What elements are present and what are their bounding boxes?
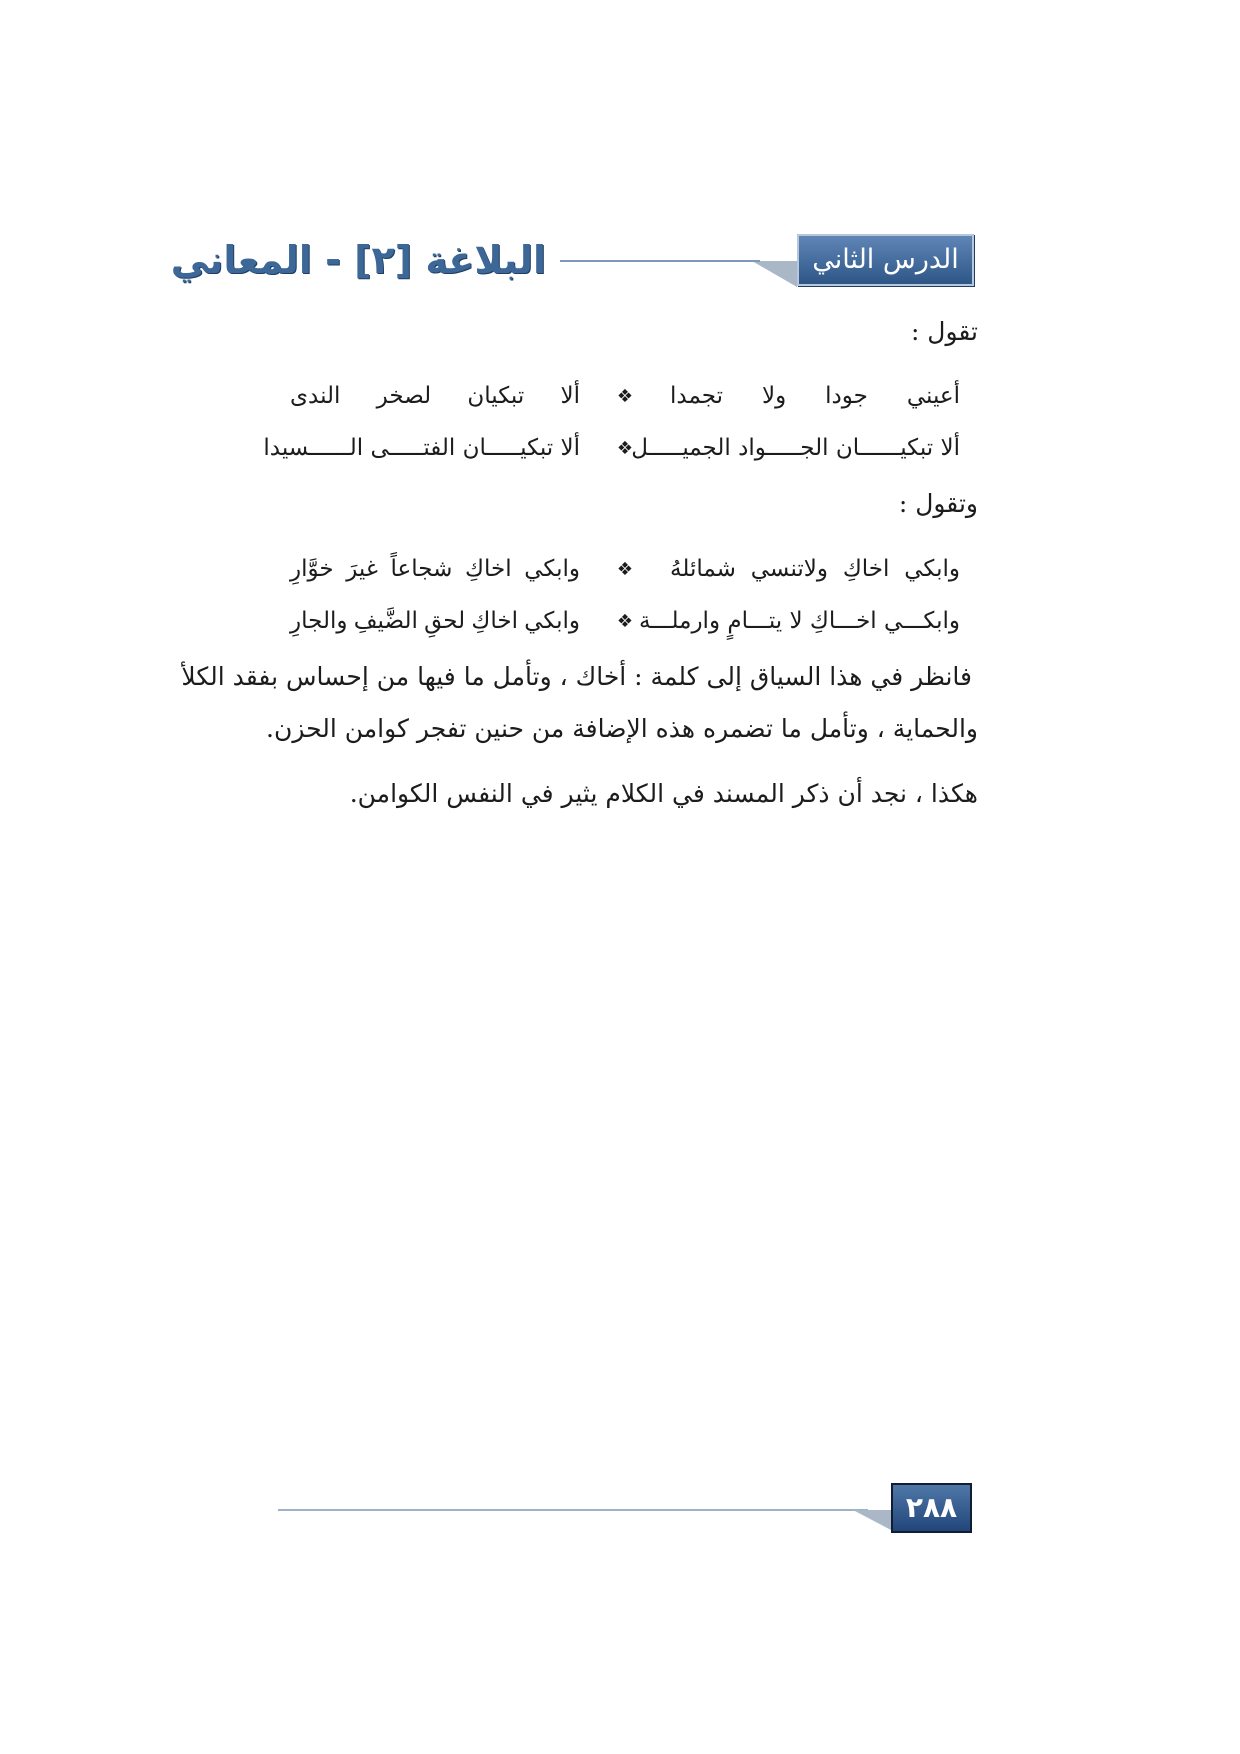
verse-word: اخاكِ bbox=[842, 556, 890, 582]
header-rule bbox=[560, 260, 760, 262]
verse-separator-icon: ❖ bbox=[616, 558, 634, 580]
verse-word: غيرَ bbox=[346, 556, 378, 582]
verse-word: الضَّيفِ bbox=[353, 608, 418, 634]
intro-line-1: تقول : bbox=[910, 317, 978, 346]
verse-separator-icon: ❖ bbox=[616, 610, 634, 632]
paragraph-line: فانظر في هذا السياق إلى كلمة : أخاك ، وتأمل ما فيها من إحساس بفقد الكلأ bbox=[181, 662, 972, 691]
verse-second-hemistich bbox=[290, 556, 580, 582]
lesson-label: الدرس الثاني عشر bbox=[812, 244, 959, 323]
verse-first-hemistich bbox=[670, 383, 960, 409]
verse-word: وابكي bbox=[524, 556, 580, 582]
chapter-title: البلاغة [٢] - المعاني bbox=[170, 238, 546, 282]
verse-word: جودا bbox=[825, 383, 868, 409]
verse-word: والجارِ bbox=[290, 608, 348, 634]
verse-word: ولا bbox=[761, 383, 787, 409]
verse-word: شمائلهُ bbox=[670, 556, 736, 582]
verse-word: اخاكِ bbox=[465, 556, 512, 582]
paragraph-line: هكذا ، نجد أن ذكر المسند في الكلام يثير في النفس الكوامن. bbox=[349, 779, 978, 808]
verse-word: ألا bbox=[560, 383, 580, 409]
verse-word: ولاتنسي bbox=[750, 556, 829, 582]
verse-text: وابكـــي اخـــاكِ لا يتـــامٍ وارملـــة bbox=[638, 608, 960, 634]
verse-word: لصخر bbox=[376, 383, 432, 409]
verse-text: ألا تبكيــــــان الجـــــواد الجميـــــل bbox=[631, 435, 960, 461]
verse-second-hemistich bbox=[263, 435, 580, 461]
verse-second-hemistich bbox=[290, 383, 580, 409]
intro-line-2: وتقول : bbox=[898, 489, 978, 518]
page-number: ٢٨٨ bbox=[905, 1491, 958, 1524]
page-number-box bbox=[891, 1483, 972, 1533]
verse-first-hemistich bbox=[631, 435, 960, 461]
lesson-label-box bbox=[797, 234, 974, 323]
verse-word: الندى bbox=[290, 383, 341, 409]
verse-word: خوَّارِ bbox=[290, 556, 334, 582]
footer-wedge-decoration bbox=[853, 1510, 891, 1530]
verse-separator-icon: ❖ bbox=[616, 437, 634, 459]
verse-second-hemistich bbox=[290, 608, 580, 634]
paragraph-line: والحماية ، وتأمل ما تضمره هذه الإضافة من حنين تفجر كوامن الحزن. bbox=[266, 714, 978, 743]
verse-row bbox=[290, 549, 960, 589]
verse-row bbox=[263, 428, 960, 468]
verse-row bbox=[290, 601, 960, 641]
verse-word: تجمدا bbox=[670, 383, 724, 409]
verse-word: تبكيان bbox=[467, 383, 525, 409]
verse-word: أعيني bbox=[906, 383, 960, 409]
verse-first-hemistich bbox=[638, 608, 960, 634]
verse-row bbox=[290, 376, 960, 416]
verse-word: شجاعاً bbox=[390, 556, 453, 582]
verse-text: ألا تبكيـــــان الفتـــــى الــــــسيدا bbox=[263, 435, 580, 461]
verse-word: وابكي bbox=[904, 556, 960, 582]
verse-first-hemistich bbox=[670, 556, 960, 582]
footer-rule bbox=[278, 1509, 868, 1511]
verse-word: اخاكِ bbox=[471, 608, 518, 634]
verse-word: وابكي bbox=[524, 608, 580, 634]
header-wedge-decoration bbox=[752, 261, 797, 287]
verse-word: لحقِ bbox=[424, 608, 466, 634]
verse-separator-icon: ❖ bbox=[616, 385, 634, 407]
